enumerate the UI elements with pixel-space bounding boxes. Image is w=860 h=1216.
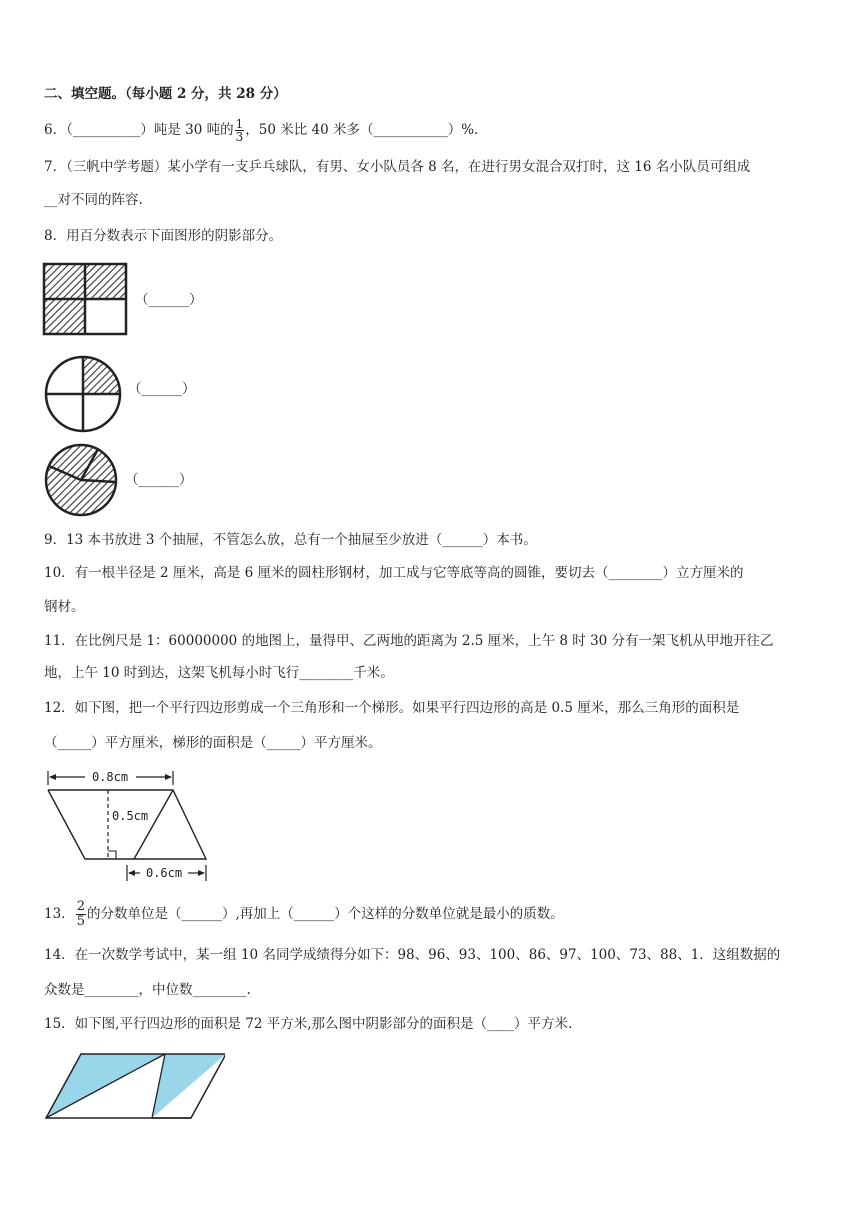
circle-quarter-shaded-figure	[42, 353, 124, 435]
q6-frac-den: 3	[235, 130, 244, 144]
question-10-line2: 钢材。	[44, 599, 85, 615]
question-6	[44, 118, 478, 143]
question-7-line1: 7．（三帆中学考题）某小学有一支乒乓球队，有男、女小队员各 8 名，在进行男女混合双打时，这 16 名小队员可组成	[44, 159, 751, 175]
circle-thirds-shaded-figure	[42, 441, 120, 519]
top-length-label: 0.8cm	[91, 770, 129, 784]
question-11-line2: 地，上午 10 时到达，这架飞机每小时飞行________千米。	[44, 665, 394, 681]
square-shaded-figure	[42, 262, 130, 336]
q13-fraction	[76, 900, 86, 929]
q6-fraction	[235, 118, 245, 143]
bottom-length-label: 0.6cm	[145, 866, 183, 880]
question-14-line2: 众数是________，中位数________.	[44, 982, 251, 998]
q6-frac-num: 1	[235, 117, 244, 131]
q6-prefix: 6．（__________）吨是 30 吨的	[44, 122, 234, 138]
question-12-line1: 12．如下图，把一个平行四边形剪成一个三角形和一个梯形。如果平行四边形的高是 0.5 厘米，那么三角形的面积是	[44, 700, 740, 716]
height-label: 0.5cm	[112, 809, 149, 823]
q13-prefix: 13．	[44, 906, 75, 922]
q13-frac-den: 5	[76, 914, 85, 929]
question-14-line1: 14．在一次数学考试中，某一组 10 名同学成绩得分如下：98、96、93、100、86、97、100、73、88、1．这组数据的	[44, 947, 781, 963]
question-10-line1: 10．有一根半径是 2 厘米，高是 6 厘米的圆柱形钢材，加工成与它等底等高的圆锥，要切去（________）立方厘米的	[44, 565, 744, 581]
parallelogram-shaded-figure	[40, 1050, 225, 1124]
question-13	[44, 900, 564, 929]
q8-blank-3: （______）	[125, 472, 193, 488]
q13-frac-num: 2	[76, 899, 85, 914]
q13-suffix: 的分数单位是（______）,再加上（______）个这样的分数单位就是最小的质数。	[86, 906, 564, 922]
q8-blank-1: （______）	[135, 292, 203, 308]
parallelogram-cut-figure	[40, 765, 220, 883]
question-8: 8．用百分数表示下面图形的阴影部分。	[44, 228, 283, 244]
question-15: 15．如下图,平行四边形的面积是 72 平方米,那么图中阴影部分的面积是（____）平方米.	[44, 1016, 573, 1032]
q8-blank-2: （______）	[128, 381, 196, 397]
section-title: 二、填空题。（每小题 2 分，共 28 分）	[44, 86, 287, 102]
question-7-line2: __对不同的阵容.	[44, 192, 143, 208]
question-11-line1: 11．在比例尺是 1：60000000 的地图上，量得甲、乙两地的距离为 2.5 厘米，上午 8 时 30 分有一架飞机从甲地开往乙	[44, 633, 774, 649]
question-12-line2: （_____）平方厘米，梯形的面积是（_____）平方厘米。	[44, 735, 382, 751]
question-9: 9．13 本书放进 3 个抽屉，不管怎么放，总有一个抽屉至少放进（______）本书。	[44, 532, 537, 548]
q6-suffix: ，50 米比 40 米多（___________）%.	[245, 122, 479, 138]
